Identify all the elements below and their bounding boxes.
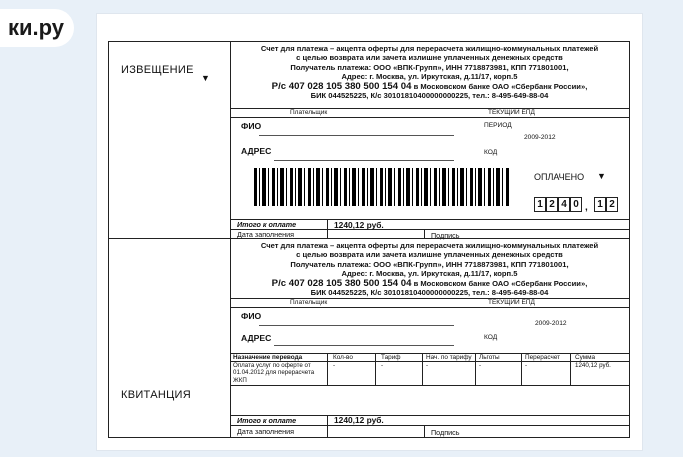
arrow-down-icon: ▼	[201, 73, 210, 83]
document-sheet	[97, 14, 642, 450]
table-cell: -	[333, 362, 336, 369]
header-line-4: Адрес: г. Москва, ул. Иркутская, д.11/17, корп.5	[341, 72, 518, 82]
table-cell: 1240,12 руб.	[575, 362, 611, 369]
signature-label: Подпись	[431, 428, 460, 437]
payer-label: Плательщик	[290, 299, 328, 306]
address-line	[274, 160, 454, 161]
receipt-section	[108, 239, 630, 438]
table-cell: -	[381, 362, 384, 369]
date-label: Дата заполнения	[237, 427, 294, 436]
date-column-divider	[424, 229, 425, 239]
digit-box: 4	[558, 197, 570, 212]
table-cell: Оплата услуг по оферте от 01.04.2012 для перерасчета ЖКП	[233, 362, 315, 384]
decimal-separator: ,	[585, 202, 588, 213]
fio-line	[259, 135, 454, 136]
date-divider	[230, 425, 629, 426]
digit-box: 2	[606, 197, 618, 212]
col-divider	[570, 353, 571, 385]
notice-section	[108, 41, 630, 239]
total-value: 1240,12 руб.	[334, 415, 384, 425]
receipt-label: КВИТАНЦИЯ	[121, 389, 191, 401]
header-line-1: Счет для платежа – акцепта оферты для перерасчета жилищно-коммунальных платежей	[260, 241, 599, 250]
column-header: Кол-во	[333, 354, 353, 361]
account-number: Р/с 407 028 105 380 500 154 04	[271, 277, 412, 289]
header-line-3: Получатель платежа: ООО «ВПК-Групп», ИНН 7718873981, КПП 771801001,	[290, 259, 569, 269]
code-label: КОД	[484, 334, 498, 341]
fio-line	[259, 325, 454, 326]
col-divider	[327, 353, 328, 385]
payer-row	[230, 298, 629, 308]
col-divider	[375, 353, 376, 385]
payer-label: Плательщик	[290, 109, 328, 116]
total-value: 1240,12 руб.	[334, 220, 384, 230]
table-cell: -	[479, 362, 482, 369]
arrow-down-icon: ▼	[597, 171, 606, 181]
table-cell: -	[525, 362, 528, 369]
site-logo[interactable]: ки.ру	[0, 9, 74, 47]
date-label: Дата заполнения	[237, 230, 294, 239]
column-header: Назначение перевода	[233, 354, 303, 361]
period-value: 2009-2012	[535, 320, 567, 327]
total-label: Итого к оплате	[237, 220, 297, 229]
fio-label: ФИО	[241, 311, 262, 321]
header-line-2: с целью возврата или зачета излишне уплаченных денежных средств	[296, 250, 563, 260]
header-line-2: с целью возврата или зачета излишне уплаченных денежных средств	[296, 53, 563, 63]
column-header: Сумма	[575, 354, 596, 361]
header-line-1: Счет для платежа – акцепта оферты для перерасчета жилищно-коммунальных платежей	[260, 44, 599, 53]
header-line-6: БИК 044525225, К/с 30101810400000000225, тел.: 8-495-649-88-04	[310, 288, 549, 298]
address-label: АДРЕС	[241, 146, 272, 156]
account-number: Р/с 407 028 105 380 500 154 04	[271, 80, 412, 92]
fio-label: ФИО	[241, 121, 262, 131]
total-label: Итого к оплате	[237, 416, 297, 425]
address-line	[274, 345, 454, 346]
total-column-divider	[327, 415, 328, 437]
digit-box: 2	[546, 197, 558, 212]
period-label: ПЕРИОД	[484, 122, 512, 129]
payer-row	[230, 108, 629, 118]
signature-label: Подпись	[431, 231, 460, 240]
barcode	[254, 168, 510, 206]
address-label: АДРЕС	[241, 333, 272, 343]
paid-label: ОПЛАЧЕНО	[534, 172, 585, 182]
column-header: Льготы	[479, 354, 500, 361]
col-divider	[521, 353, 522, 385]
bank-name: в Московском банке ОАО «Сбербанк России»,	[413, 278, 588, 288]
code-label: КОД	[484, 149, 498, 156]
col-divider	[422, 353, 423, 385]
current-epd-label: ТЕКУЩИЙ ЕПД	[488, 109, 535, 116]
notice-label: ИЗВЕЩЕНИЕ	[121, 64, 194, 76]
table-cell: -	[426, 362, 429, 369]
digit-box: 1	[534, 197, 546, 212]
digit-box: 0	[570, 197, 582, 212]
current-epd-label: ТЕКУЩИЙ ЕПД	[488, 299, 535, 306]
payment-header	[230, 42, 629, 100]
bank-name: в Московском банке ОАО «Сбербанк России»,	[413, 81, 588, 91]
payment-header	[230, 239, 629, 297]
date-column-divider	[424, 425, 425, 437]
column-header: Нач. по тарифу	[426, 354, 472, 361]
period-value: 2009-2012	[524, 134, 556, 141]
column-header: Тариф	[381, 354, 401, 361]
table-bottom-border	[230, 385, 629, 386]
receipt-left-column	[109, 239, 231, 437]
notice-left-column	[109, 42, 231, 238]
header-line-3: Получатель платежа: ООО «ВПК-Групп», ИНН 7718873981, КПП 771801001,	[290, 62, 569, 72]
header-line-6: БИК 044525225, К/с 30101810400000000225, тел.: 8-495-649-88-04	[310, 91, 549, 101]
header-line-4: Адрес: г. Москва, ул. Иркутская, д.11/17, корп.5	[341, 269, 518, 279]
col-divider	[475, 353, 476, 385]
column-header: Перерасчет	[525, 354, 561, 361]
digit-box: 1	[594, 197, 606, 212]
